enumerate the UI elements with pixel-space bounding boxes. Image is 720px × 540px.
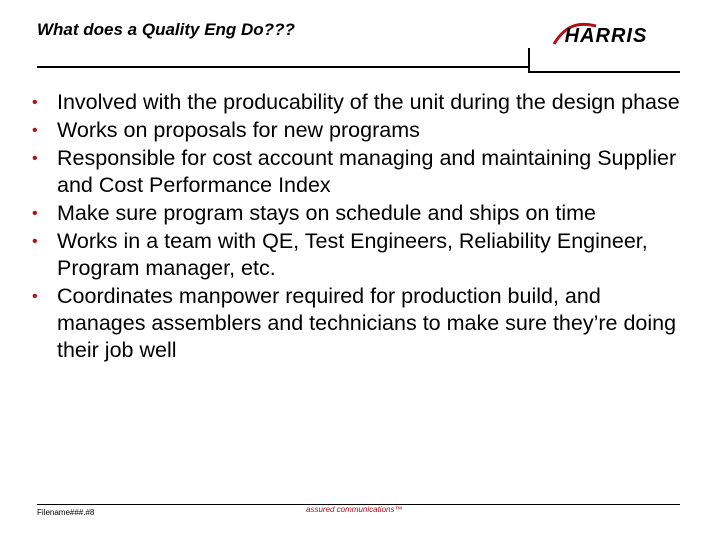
footer-filename: Filename###.#8 — [37, 508, 95, 517]
header-rule-tick — [528, 48, 530, 73]
bullet-dot-icon: • — [32, 205, 38, 222]
footer-tagline: assured communications™ — [306, 505, 403, 514]
harris-logo — [546, 20, 666, 50]
bullet-dot-icon: • — [32, 288, 38, 305]
bullet-item — [30, 228, 690, 282]
bullet-dot-icon: • — [32, 150, 38, 167]
bullet-dot-icon: • — [32, 122, 38, 139]
bullet-text: Coordinates manpower required for production build, and manages assemblers and technicians to make sure they’re doing their job well — [57, 284, 677, 362]
bullet-item — [30, 89, 690, 116]
bullet-text: Make sure program stays on schedule and ships on time — [57, 201, 596, 225]
bullet-text: Works on proposals for new programs — [57, 118, 420, 142]
logo-wordmark: HARRIS — [564, 25, 648, 47]
bullet-text: Involved with the producability of the unit during the design phase — [57, 90, 680, 114]
bullet-text: Works in a team with QE, Test Engineers, Reliability Engineer, Program manager, etc. — [57, 229, 648, 280]
bullet-item — [30, 283, 690, 364]
bullet-item — [30, 117, 690, 144]
bullet-dot-icon: • — [32, 94, 38, 111]
header-rule — [37, 66, 528, 68]
slide-title: What does a Quality Eng Do??? — [37, 20, 295, 39]
bullet-text: Responsible for cost account managing and maintaining Supplier and Cost Performance Index — [57, 146, 677, 197]
bullet-list — [30, 89, 690, 365]
bullet-dot-icon: • — [32, 233, 38, 250]
bullet-item — [30, 200, 690, 227]
bullet-item — [30, 145, 690, 199]
header-rule-right — [528, 71, 680, 73]
